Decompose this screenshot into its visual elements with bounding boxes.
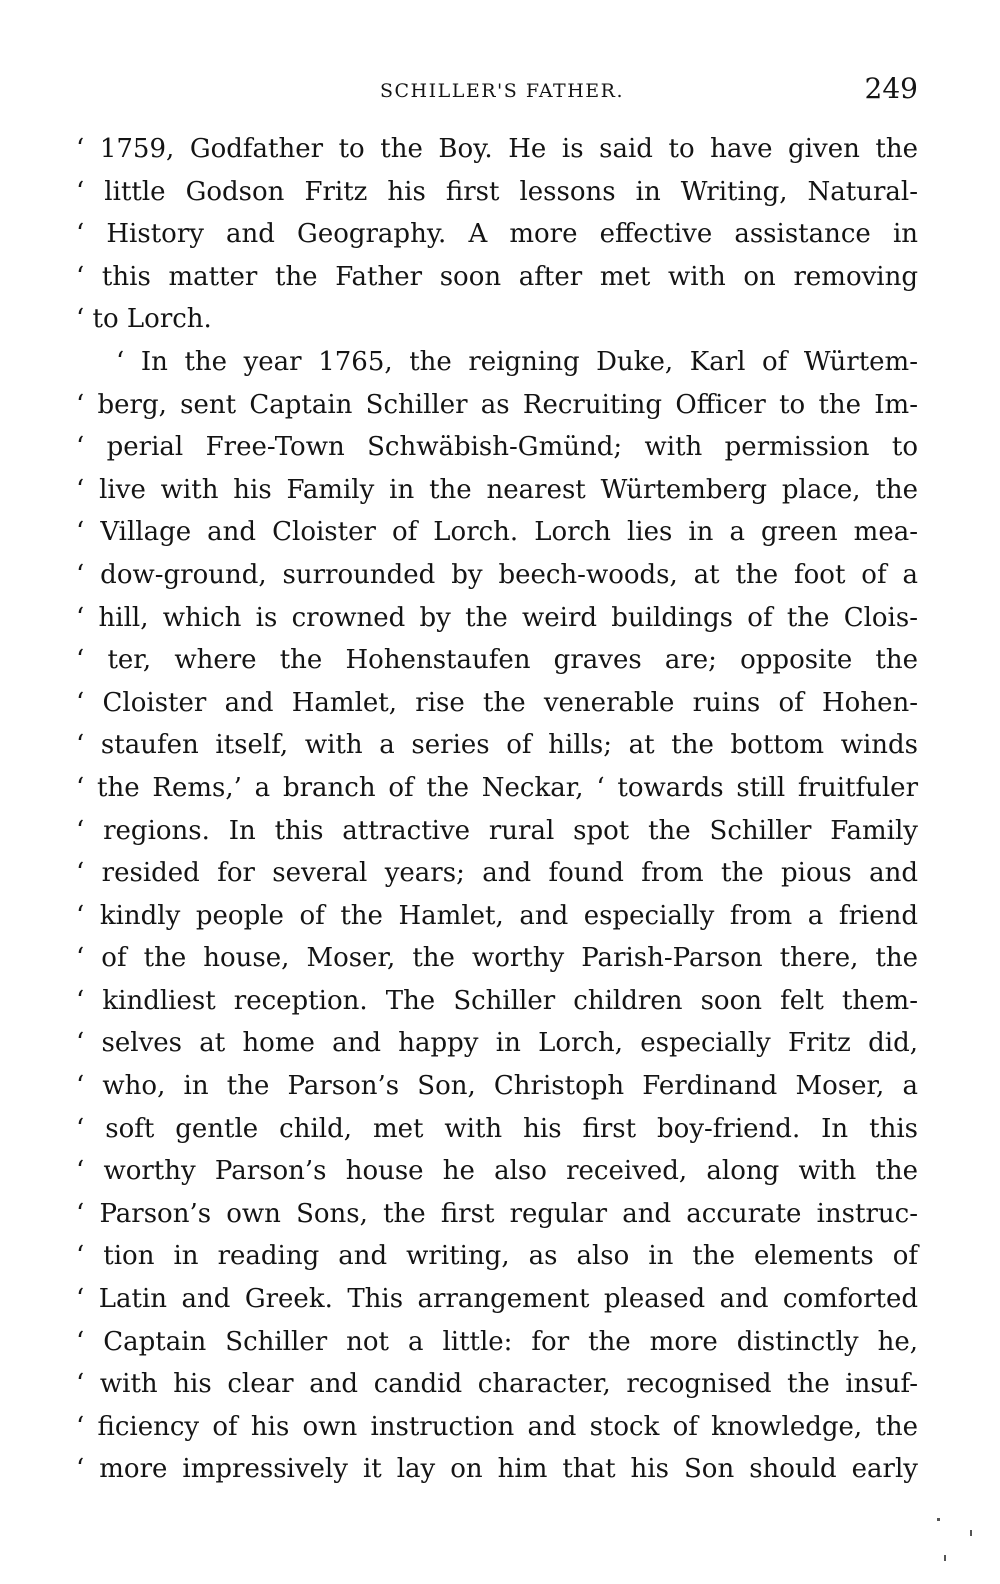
- text-line: ‘ dow-ground, surrounded by beech-woods, at the foot of a: [76, 559, 918, 590]
- text-line: ‘ tion in reading and writing, as also in the elements of: [76, 1241, 918, 1272]
- text-line: ‘ worthy Parson’s house he also received, along with the: [76, 1156, 918, 1187]
- text-line: ‘ Parson’s own Sons, the first regular and accurate instruc-: [76, 1198, 918, 1229]
- text-line: ‘ 1759, Godfather to the Boy. He is said to have given the: [76, 134, 918, 164]
- body-text: [76, 128, 918, 1491]
- page-number: 249: [864, 72, 918, 105]
- running-head-title: SCHILLER'S FATHER.: [380, 80, 624, 102]
- text-line: ‘ kindliest reception. The Schiller children soon felt them-: [76, 985, 918, 1016]
- text-line: ‘ hill, which is crowned by the weird buildings of the Clois-: [76, 602, 918, 633]
- text-line: ‘ kindly people of the Hamlet, and especially from a friend: [76, 900, 918, 931]
- text-line: ‘ berg, sent Captain Schiller as Recruiting Officer to the Im-: [76, 389, 918, 420]
- running-head: [86, 72, 918, 112]
- text-line: ‘ more impressively it lay on him that his Son should early: [76, 1454, 918, 1485]
- scan-speck: [937, 1518, 940, 1521]
- text-line: ‘ live with his Family in the nearest Würtemberg place, the: [76, 474, 918, 505]
- text-line: ‘ staufen itself, with a series of hills; at the bottom winds: [76, 730, 918, 761]
- text-line: ‘ Captain Schiller not a little: for the more distinctly he,: [76, 1326, 918, 1357]
- text-line: ‘ ficiency of his own instruction and stock of knowledge, the: [76, 1411, 918, 1442]
- text-line: ‘ with his clear and candid character, recognised the insuf-: [76, 1369, 918, 1400]
- scan-speck: [944, 1555, 946, 1561]
- text-line: ‘ perial Free-Town Schwäbish-Gmünd; with permission to: [76, 432, 918, 463]
- text-line: ‘ soft gentle child, met with his first boy-friend. In this: [76, 1113, 918, 1144]
- scan-speck: [970, 1530, 972, 1536]
- text-line: ‘ who, in the Parson’s Son, Christoph Ferdinand Moser, a: [76, 1071, 918, 1102]
- text-line: ‘ regions. In this attractive rural spot the Schiller Family: [76, 815, 918, 846]
- text-line: ‘ of the house, Moser, the worthy Parish-Parson there, the: [76, 943, 918, 974]
- text-line: ‘ ter, where the Hohenstaufen graves are; opposite the: [76, 645, 918, 676]
- text-line: ‘ the Rems,’ a branch of the Neckar, ‘ towards still fruitfuler: [76, 772, 918, 803]
- text-line: ‘ History and Geography. A more effective assistance in: [76, 219, 918, 250]
- text-line: ‘ Latin and Greek. This arrangement pleased and comforted: [76, 1284, 918, 1315]
- text-line: ‘ selves at home and happy in Lorch, especially Fritz did,: [76, 1028, 918, 1059]
- text-line: ‘ resided for several years; and found from the pious and: [76, 858, 918, 889]
- text-line: ‘ to Lorch.: [76, 304, 212, 335]
- paragraph-start-line: ‘ In the year 1765, the reigning Duke, Karl of Würtem-: [116, 346, 918, 377]
- text-line: ‘ Village and Cloister of Lorch. Lorch lies in a green mea-: [76, 517, 918, 548]
- text-line: ‘ little Godson Fritz his first lessons in Writing, Natural-: [76, 176, 918, 207]
- text-line: ‘ Cloister and Hamlet, rise the venerable ruins of Hohen-: [76, 687, 918, 718]
- text-line: ‘ this matter the Father soon after met with on removing: [76, 261, 918, 292]
